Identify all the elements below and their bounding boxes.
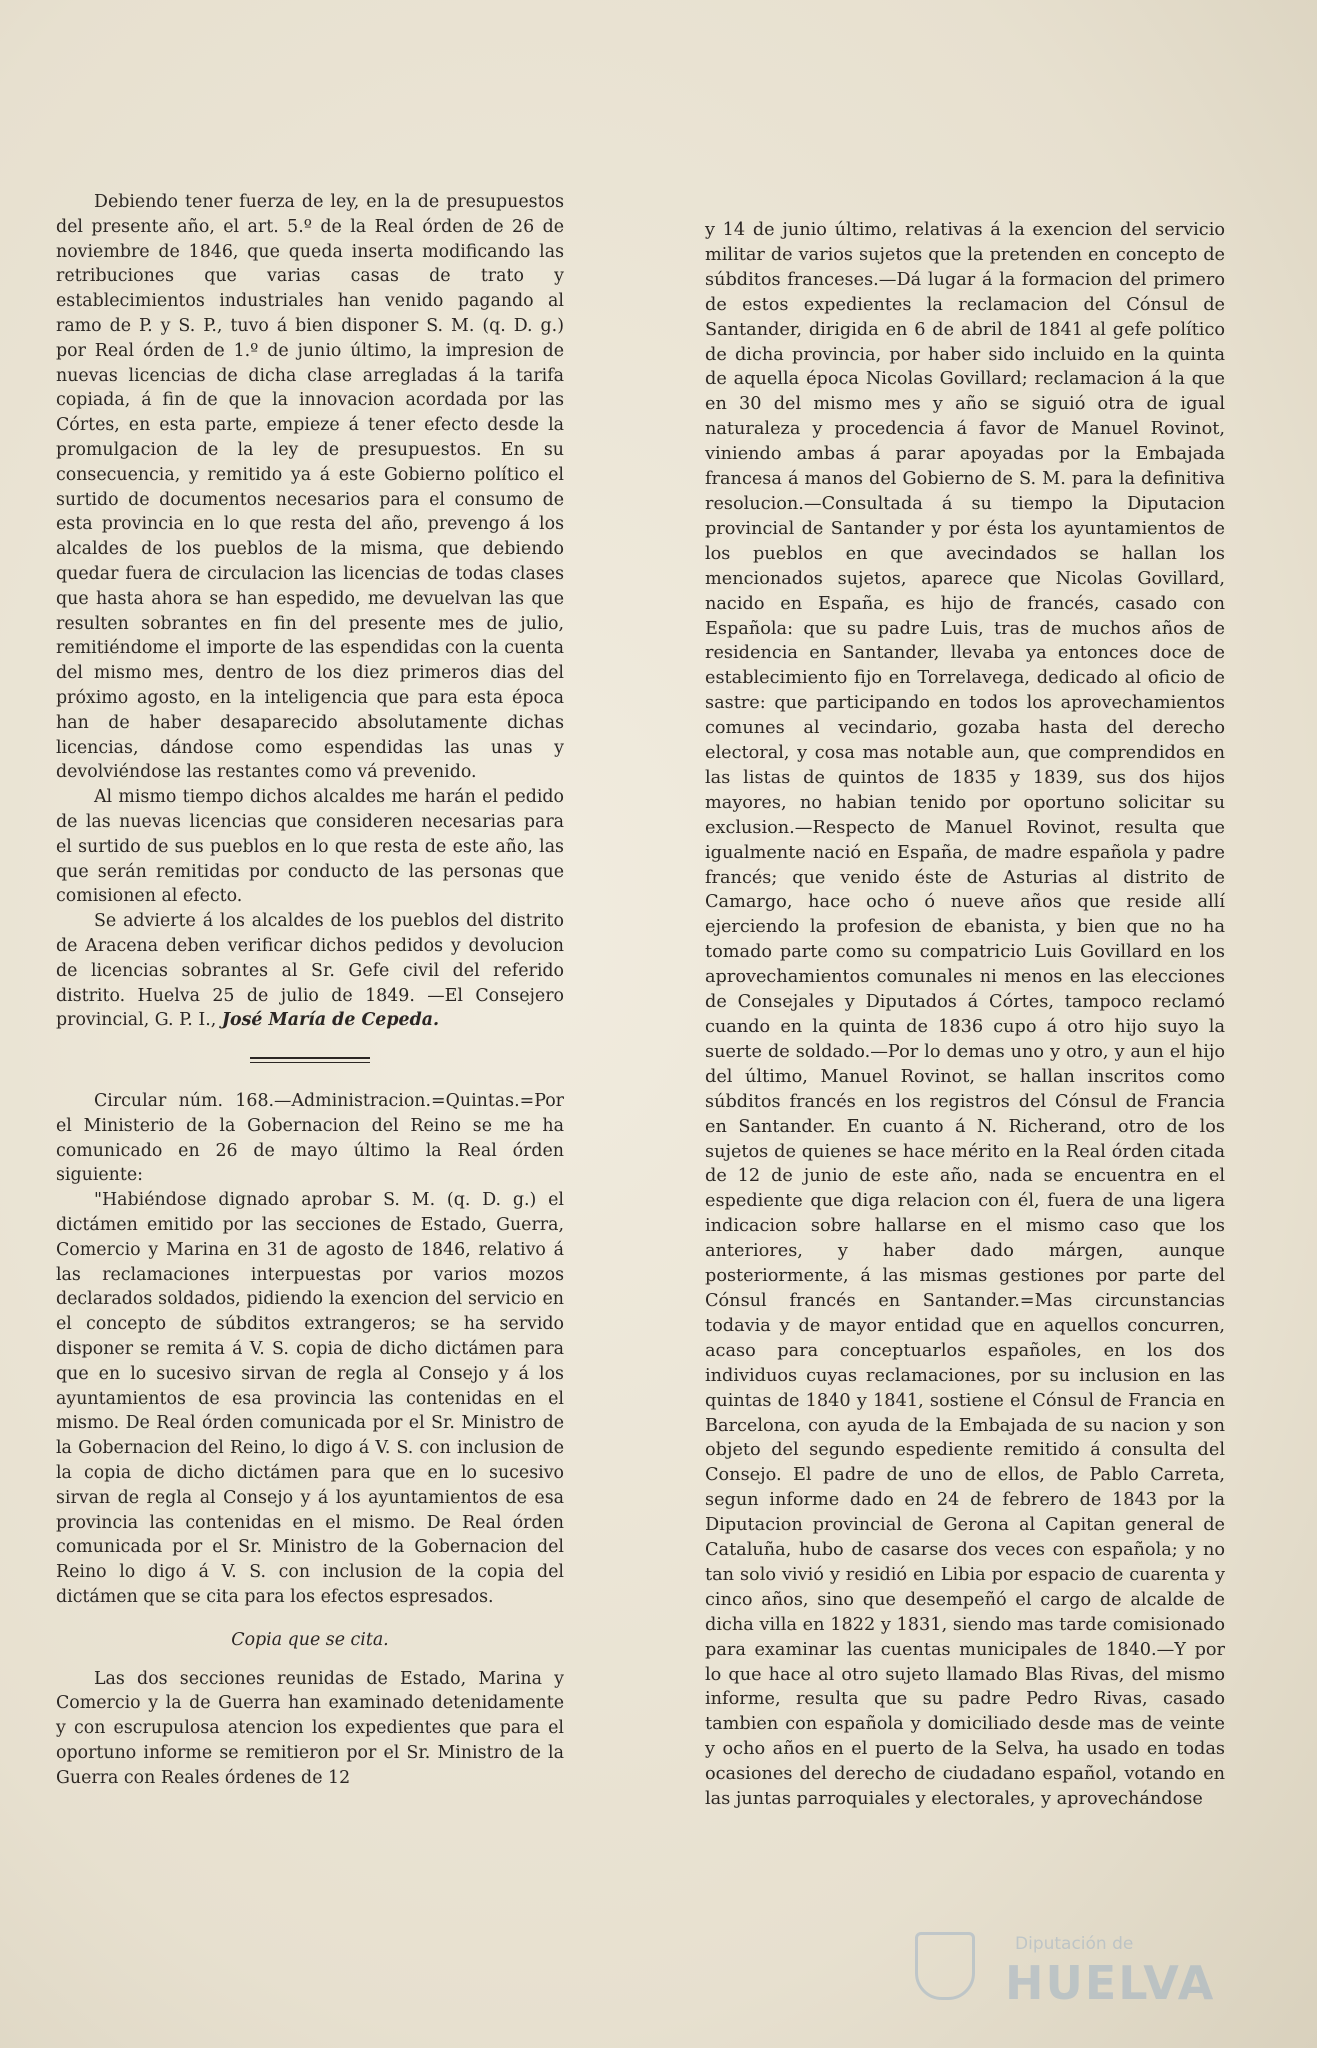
- paragraph-presupuestos: Debiendo tener fuerza de ley, en la de presupuestos del presente año, el art. 5.º de la Real órden de 26 de noviembre de 1846, que queda inserta modificando las retribuciones que varias casas de trato y establecimientos industriales han venido pagando al ramo de P. y S. P., tuvo á bien disponer S. M. (q. D. g.) por Real órden de 1.º de junio último, la impresion de nuevas licencias de dicha clase arregladas á la tarifa copiada, á fin de que la innovacion acordada por las Córtes, en esta parte, empieze á tener efecto desde la promulgacion de la ley de presupuestos. En su consecuencia, y remitido ya á este Gobierno político el surtido de documentos necesarios para el consumo de esta provincia en lo que resta del año, prevengo á los alcaldes de los pueblos de la misma, que debiendo quedar fuera de circulacion las licencias de todas clases que hasta ahora se han espedido, me devuelvan las que resulten sobrantes en fin del presente mes de julio, remitiéndome el importe de las espendidas con la cuenta del mismo mes, dentro de los diez primeros dias del próximo agosto, en la inteligencia que para esta época han de haber desaparecido absolutamente dichas licencias, dándose como espendidas las unas y devolviéndose las restantes como vá prevenido.: [56, 192, 564, 783]
- paragraph-secciones: Las dos secciones reunidas de Estado, Marina y Comercio y la de Guerra han examinado detenidamente y con escrupulosa atencion los expedientes que para el oportuno informe se remitieron por el Sr. Ministro de la Guerra con Reales órdenes de 12: [56, 1668, 564, 1788]
- watermark: [915, 1928, 1245, 2028]
- shield-icon: [915, 1932, 975, 2000]
- paragraph-real-orden: "Habiéndose dignado aprobar S. M. (q. D. g.) el dictámen emitido por las secciones de Estado, Guerra, Comercio y Marina en 31 de agosto de 1846, relativo á las reclamaciones interpuestas por varios mozos declarados soldados, pidiendo la exencion del servicio en el concepto de súbditos extrangeros; se ha servido disponer se remita á V. S. copia de dicho dictámen para que en lo sucesivo sirvan de regla al Consejo y á los ayuntamientos de esa provincia las contenidas en el mismo. De Real órden comunicada por el Sr. Ministro de la Gobernacion del Reino, lo digo á V. S. con inclusion de la copia de dicho dictámen para que en lo sucesivo sirvan de regla al Consejo y á los ayuntamientos de esa provincia las contenidas en el mismo. De Real órden comunicada por el Sr. Ministro de la Gobernacion del Reino lo digo á V. S. con inclusion de la copia del dictámen que se cita para los efectos espresados.: [56, 1190, 564, 1608]
- signature: José María de Cepeda.: [221, 1010, 440, 1031]
- right-column: [705, 218, 1225, 1812]
- paragraph-aracena: [56, 909, 564, 1033]
- paragraph-pedido-licencias: Al mismo tiempo dichos alcaldes me harán el pedido de las nuevas licencias que consideren necesarias para el surtido de sus pueblos en lo que resta de este año, las que serán remitidas por conducto de las personas que comisionen al efecto.: [56, 787, 564, 907]
- paragraph-expedientes: y 14 de junio último, relativas á la exencion del servicio militar de varios sujetos que la pretenden en concepto de súbditos franceses.—Dá lugar á la formacion del primero de estos expedientes la reclamacion del Cónsul de Santander, dirigida en 6 de abril de 1841 al gefe político de dicha provincia, por haber sido incluido en la quinta de aquella época Nicolas Govillard; reclamacion á la que en 30 del mismo mes y año se siguió otra de igual naturaleza y procedencia á favor de Manuel Rovinot, viniendo ambas á parar apoyadas por la Embajada francesa á manos del Gobierno de S. M. para la definitiva resolucion.—Consultada á su tiempo la Diputacion provincial de Santander y por ésta los ayuntamientos de los pueblos en que avecindados se hallan los mencionados sujetos, aparece que Nicolas Govillard, nacido en España, es hijo de francés, casado con Española: que su padre Luis, tras de muchos años de residencia en Santander, llevaba ya entonces doce de establecimiento fijo en Torrelavega, dedicado al oficio de sastre: que participando en todos los aprovechamientos comunes al vecindario, gozaba hasta del derecho electoral, y cosa mas notable aun, que comprendidos en las listas de quintos de 1835 y 1839, sus dos hijos mayores, no habian tenido por oportuno solicitar su exclusion.—Respecto de Manuel Rovinot, resulta que igualmente nació en España, de madre española y padre francés; que venido éste de Asturias al distrito de Camargo, hace ocho ó nueve años que reside allí ejerciendo la profesion de ebanista, y bien que no ha tomado parte como su compatricio Luis Govillard en los aprovechamientos comunales ni menos en las elecciones de Consejales y Diputados á Córtes, tampoco reclamó cuando en la quinta de 1836 cupo á otro hijo suyo la suerte de soldado.—Por lo demas uno y otro, y aun el hijo del último, Manuel Rovinot, se hallan inscritos como súbditos francés en los registros del Cónsul de Francia en Santander. En cuanto á N. Richerand, otro de los sujetos de quienes se hace mérito en la Real órden citada de 12 de junio de este año, nada se encuentra en el espediente que diga relacion con él, fuera de una ligera indicacion sobre hallarse en el mismo caso que los anteriores, y haber dado márgen, aunque posteriormente, á las mismas gestiones por parte del Cónsul francés en Santander.=Mas circunstancias todavia y de mayor entidad que en aquellos concurren, acaso para conceptuarlos españoles, en los dos individuos cuyas reclamaciones, por su inclusion en las quintas de 1840 y 1841, sostiene el Cónsul de Francia en Barcelona, con ayuda de la Embajada de su nacion y son objeto del segundo espediente remitido á consulta del Consejo. El padre de uno de ellos, de Pablo Carreta, segun informe dado en 24 de febrero de 1843 por la Diputacion provincial de Gerona al Capitan general de Cataluña, hubo de casarse dos veces con española; y no tan solo vivió y residió en Libia por espacio de cuarenta y cinco años, sino que desempeñó el cargo de alcalde de dicha villa en 1822 y 1831, siendo mas tarde comisionado para examinar las cuentas municipales de 1840.—Y por lo que hace al otro sujeto llamado Blas Rivas, del mismo informe, resulta que su padre Pedro Rivas, casado tambien con española y domiciliado desde mas de veinte y ocho años en el puerto de la Selva, ha usado en todas ocasiones del derecho de ciudadano español, votando en las juntas parroquiales y electorales, y aprovechándose: [705, 220, 1225, 1810]
- aracena-text: Se advierte á los alcaldes de los pueblos del distrito de Aracena deben verificar dichos pedidos y devolucion de licencias sobrantes al Sr. Gefe civil del referido distrito. Huelva 25 de julio de 1849. —El Consejero provincial, G. P. I.,: [56, 911, 564, 1031]
- watermark-line1: Diputación de: [1015, 1934, 1134, 1954]
- section-divider: [250, 1057, 370, 1063]
- watermark-line2: HUELVA: [1005, 1956, 1216, 2010]
- left-column: [56, 190, 564, 1791]
- copia-heading: Copia que se cita.: [231, 1629, 389, 1650]
- circular-heading: Circular núm. 168.—Administracion.=Quintas.=Por el Ministerio de la Gobernacion del Reino se me ha comunicado en 26 de mayo último la Real órden siguiente:: [56, 1091, 564, 1186]
